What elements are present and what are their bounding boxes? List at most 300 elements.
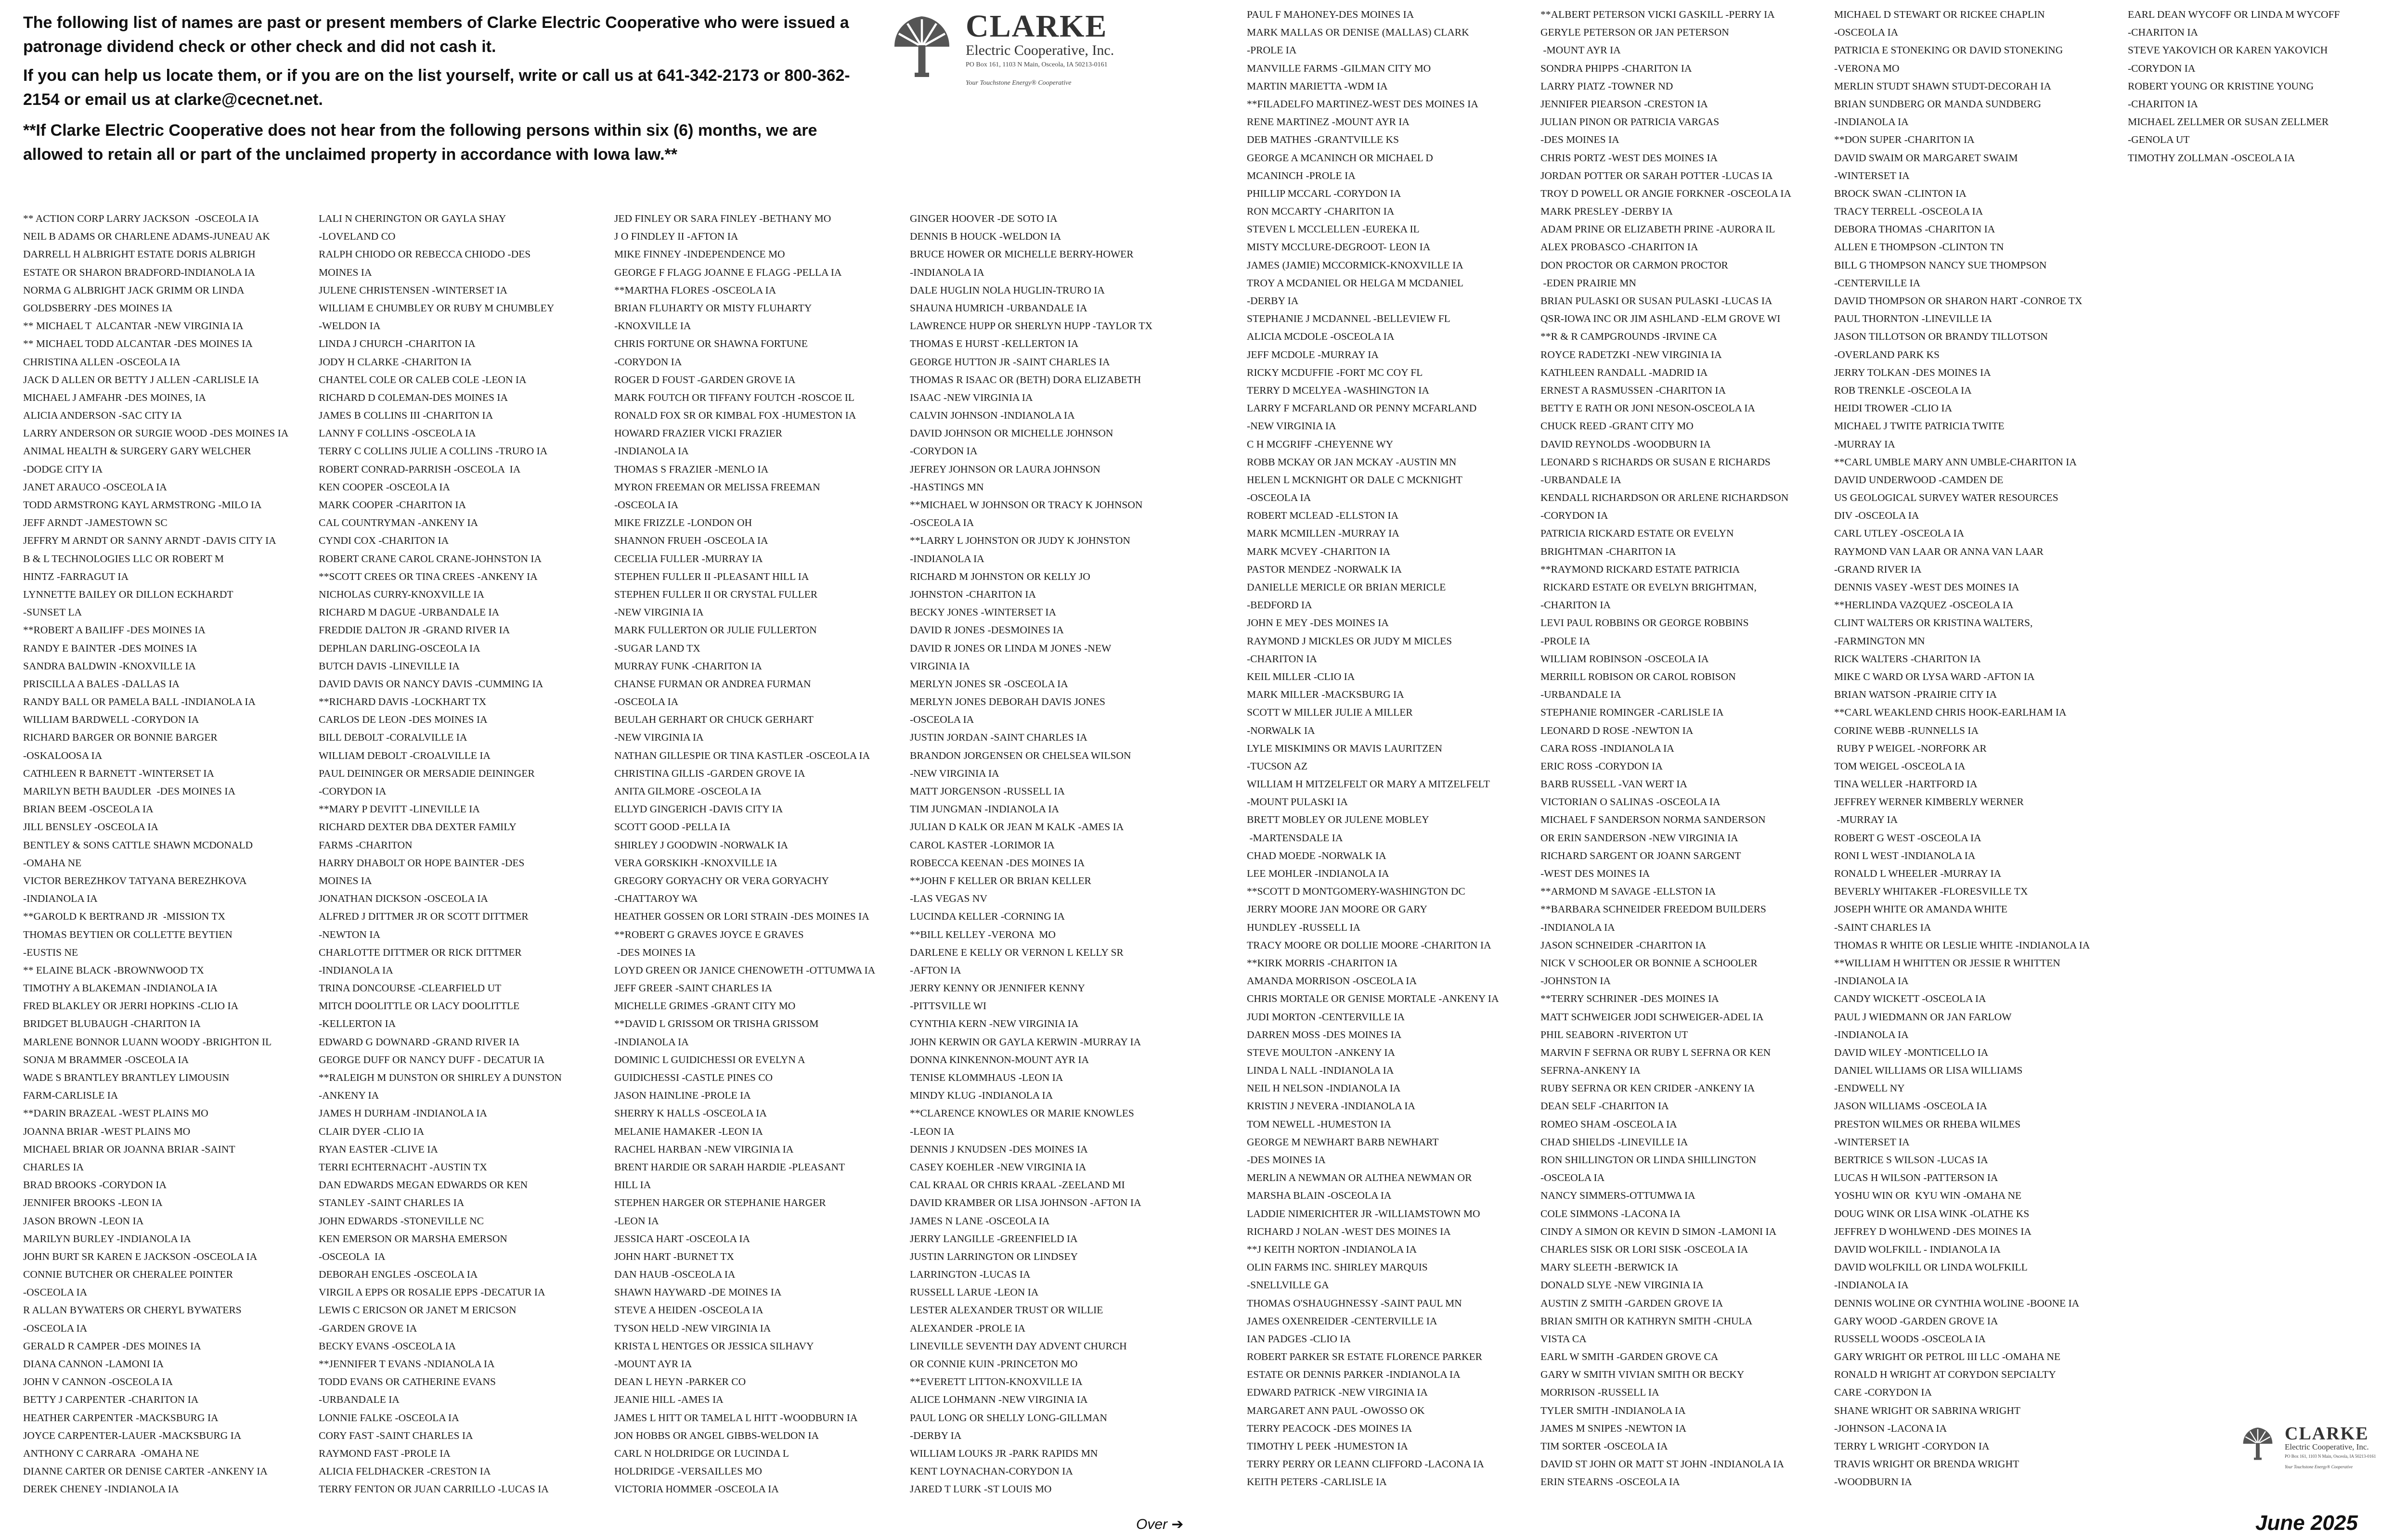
member-entry: TYSON HELD -NEW VIRGINIA IA <box>614 1322 771 1334</box>
member-entry: -DES MOINES IA <box>614 946 696 958</box>
logo-name: CLARKE <box>966 9 1108 44</box>
member-entry: -DODGE CITY IA <box>23 463 103 475</box>
member-entry: VISTA CA <box>1540 1333 1587 1345</box>
member-entry: OR ERIN SANDERSON -NEW VIRGINIA IA <box>1540 832 1738 844</box>
member-entry: **EVERETT LITTON-KNOXVILLE IA <box>910 1376 1083 1388</box>
member-entry: ALEX PROBASCO -CHARITON IA <box>1540 241 1698 253</box>
member-entry: -PITTSVILLE WI <box>910 1000 987 1012</box>
member-entry: **BARBARA SCHNEIDER FREEDOM BUILDERS <box>1540 903 1766 915</box>
member-entry: ROBERT MCLEAD -ELLSTON IA <box>1247 510 1399 522</box>
member-entry: JAMES OXENREIDER -CENTERVILLE IA <box>1247 1315 1437 1327</box>
member-entry: VIRGIL A EPPS OR ROSALIE EPPS -DECATUR IA <box>319 1286 545 1298</box>
member-entry: -CENTERVILLE IA <box>1834 277 1921 289</box>
member-entry: KRISTA L HENTGES OR JESSICA SILHAVY <box>614 1340 814 1352</box>
member-entry: BENTLEY & SONS CATTLE SHAWN MCDONALD <box>23 839 253 851</box>
member-entry: -AFTON IA <box>910 964 961 976</box>
member-entry: TYLER SMITH -INDIANOLA IA <box>1540 1404 1686 1416</box>
member-entry: BRIDGET BLUBAUGH -CHARITON IA <box>23 1018 201 1030</box>
member-entry: GARY WOOD -GARDEN GROVE IA <box>1834 1315 1998 1327</box>
member-entry: FARM-CARLISLE IA <box>23 1090 118 1102</box>
member-entry: TRINA DONCOURSE -CLEARFIELD UT <box>319 982 502 994</box>
member-entry: -OSCEOLA IA <box>23 1286 88 1298</box>
member-entry: -CHARITON IA <box>1247 653 1317 665</box>
member-entry: MARVIN F SEFRNA OR RUBY L SEFRNA OR KEN <box>1540 1046 1771 1058</box>
member-entry: PAUL THORNTON -LINEVILLE IA <box>1834 313 1992 325</box>
member-entry: **J KEITH NORTON -INDIANOLA IA <box>1247 1243 1417 1255</box>
name-list-column-8 <box>2128 6 2406 167</box>
member-entry: BRIAN WATSON -PRAIRIE CITY IA <box>1834 689 1997 701</box>
member-entry: DIANNE CARTER OR DENISE CARTER -ANKENY IA <box>23 1465 268 1477</box>
member-entry: -KELLERTON IA <box>319 1018 396 1030</box>
member-entry: BRIAN FLUHARTY OR MISTY FLUHARTY <box>614 302 812 314</box>
member-entry: **MICHAEL W JOHNSON OR TRACY K JOHNSON <box>910 499 1143 511</box>
member-entry: LADDIE NIMERICHTER JR -WILLIAMSTOWN MO <box>1247 1207 1480 1219</box>
member-entry: MICHAEL J TWITE PATRICIA TWITE <box>1834 420 2005 432</box>
member-entry: EARL W SMITH -GARDEN GROVE CA <box>1540 1351 1719 1363</box>
member-entry: LUCINDA KELLER -CORNING IA <box>910 911 1065 923</box>
member-entry: TERRI ECHTERNACHT -AUSTIN TX <box>319 1161 487 1173</box>
notice-law: **If Clarke Electric Cooperative does not hear from the following persons within six (6) months, we are allowed to retain all or part of the unclaimed property in accordance with Iowa law.** <box>23 121 817 164</box>
member-entry: PASTOR MENDEZ -NORWALK IA <box>1247 563 1402 575</box>
member-entry: MORRISON -RUSSELL IA <box>1540 1386 1659 1399</box>
member-entry: J O FINDLEY II -AFTON IA <box>614 231 738 243</box>
member-entry: TIMOTHY ZOLLMAN -OSCEOLA IA <box>2128 152 2295 164</box>
member-entry: RICHARD M DAGUE -URBANDALE IA <box>319 606 500 618</box>
member-entry: ** MICHAEL T ALCANTAR -NEW VIRGINIA IA <box>23 320 244 332</box>
member-entry: TERRY D MCELYEA -WASHINGTON IA <box>1247 384 1429 396</box>
member-entry: ERNEST A RASMUSSEN -CHARITON IA <box>1540 384 1726 396</box>
name-list-column-4 <box>910 210 1188 1499</box>
member-entry: JASON BROWN -LEON IA <box>23 1215 144 1227</box>
member-entry: JEFFREY D WOHLWEND -DES MOINES IA <box>1834 1225 2032 1237</box>
member-entry: -URBANDALE IA <box>1540 474 1621 486</box>
member-entry: ROBERT PARKER SR ESTATE FLORENCE PARKER <box>1247 1351 1483 1363</box>
member-entry: DAVID SWAIM OR MARGARET SWAIM <box>1834 152 2018 164</box>
member-entry: DAVID WOLFKILL - INDIANOLA IA <box>1834 1243 2001 1255</box>
member-entry: SEFRNA-ANKENY IA <box>1540 1065 1641 1077</box>
member-entry: CARL N HOLDRIDGE OR LUCINDA L <box>614 1447 789 1459</box>
member-entry: MERLIN STUDT SHAWN STUDT-DECORAH IA <box>1834 80 2051 92</box>
member-entry: ROBERT G WEST -OSCEOLA IA <box>1834 832 1981 844</box>
member-entry: BRANDON JORGENSEN OR CHELSEA WILSON <box>910 749 1131 761</box>
member-entry: DENNIS VASEY -WEST DES MOINES IA <box>1834 581 2019 593</box>
member-entry: JOYCE CARPENTER-LAUER -MACKSBURG IA <box>23 1429 242 1441</box>
member-entry: -CHATTAROY WA <box>614 893 698 905</box>
member-entry: JORDAN POTTER OR SARAH POTTER -LUCAS IA <box>1540 169 1773 181</box>
member-entry: **KIRK MORRIS -CHARITON IA <box>1247 957 1398 969</box>
member-entry: JENNIFER PIEARSON -CRESTON IA <box>1540 98 1708 110</box>
member-entry: CORINE WEBB -RUNNELLS IA <box>1834 724 1979 736</box>
member-entry: JEFFRY M ARNDT OR SANNY ARNDT -DAVIS CITY IA <box>23 535 276 547</box>
member-entry: LINEVILLE SEVENTH DAY ADVENT CHURCH <box>910 1340 1127 1352</box>
member-entry: FREDDIE DALTON JR -GRAND RIVER IA <box>319 624 510 636</box>
member-entry: STEVEN L MCCLELLEN -EUREKA IL <box>1247 223 1420 235</box>
member-entry: RONALD H WRIGHT AT CORYDON SEPCIALTY <box>1834 1369 2056 1381</box>
member-entry: JULIAN PINON OR PATRICIA VARGAS <box>1540 116 1720 128</box>
member-entry: ALICIA FELDHACKER -CRESTON IA <box>319 1465 491 1477</box>
member-entry: -INDIANOLA IA <box>614 1036 689 1048</box>
member-entry: CAL KRAAL OR CHRIS KRAAL -ZEELAND MI <box>910 1179 1125 1191</box>
member-entry: C H MCGRIFF -CHEYENNE WY <box>1247 438 1394 450</box>
member-entry: ELLYD GINGERICH -DAVIS CITY IA <box>614 803 783 815</box>
member-entry: ROB TRENKLE -OSCEOLA IA <box>1834 384 1972 396</box>
member-entry: PAUL DEININGER OR MERSADIE DEININGER <box>319 767 535 779</box>
member-entry: CAROL KASTER -LORIMOR IA <box>910 839 1055 851</box>
member-entry: TROY D POWELL OR ANGIE FORKNER -OSCEOLA IA <box>1540 187 1791 199</box>
member-entry: **SCOTT CREES OR TINA CREES -ANKENY IA <box>319 570 538 582</box>
name-list-column-6 <box>1540 6 1819 1491</box>
member-entry: **HERLINDA VAZQUEZ -OSCEOLA IA <box>1834 599 2014 611</box>
member-entry: MARTIN MARIETTA -WDM IA <box>1247 80 1388 92</box>
member-entry: STEPHEN FULLER II OR CRYSTAL FULLER <box>614 588 818 600</box>
member-entry: STEVE MOULTON -ANKENY IA <box>1247 1046 1395 1058</box>
member-entry: MURRAY FUNK -CHARITON IA <box>614 660 762 672</box>
member-entry: JON HOBBS OR ANGEL GIBBS-WELDON IA <box>614 1429 819 1441</box>
member-entry: LARRY PIATZ -TOWNER ND <box>1540 80 1673 92</box>
member-entry: LEONARD D ROSE -NEWTON IA <box>1540 724 1694 736</box>
member-entry: TROY A MCDANIEL OR HELGA M MCDANIEL <box>1247 277 1463 289</box>
member-entry: WILLIAM LOUKS JR -PARK RAPIDS MN <box>910 1447 1098 1459</box>
member-entry: JEFF GREER -SAINT CHARLES IA <box>614 982 773 994</box>
member-entry: EDWARD G DOWNARD -GRAND RIVER IA <box>319 1036 520 1048</box>
member-entry: RONALD FOX SR OR KIMBAL FOX -HUMESTON IA <box>614 410 856 422</box>
member-entry: **RALEIGH M DUNSTON OR SHIRLEY A DUNSTON <box>319 1072 562 1083</box>
member-entry: CINDY A SIMON OR KEVIN D SIMON -LAMONI IA <box>1540 1225 1777 1237</box>
member-entry: SCOTT W MILLER JULIE A MILLER <box>1247 706 1413 719</box>
member-entry: JOHN BURT SR KAREN E JACKSON -OSCEOLA IA <box>23 1250 258 1262</box>
member-entry: CALVIN JOHNSON -INDIANOLA IA <box>910 410 1075 422</box>
member-entry: -WOODBURN IA <box>1834 1476 1912 1488</box>
member-entry: JED FINLEY OR SARA FINLEY -BETHANY MO <box>614 213 831 224</box>
member-entry: **RAYMOND RICKARD ESTATE PATRICIA <box>1540 563 1740 575</box>
member-entry: PHIL SEABORN -RIVERTON UT <box>1540 1028 1688 1040</box>
member-entry: TIM JUNGMAN -INDIANOLA IA <box>910 803 1059 815</box>
member-entry: DEREK CHENEY -INDIANOLA IA <box>23 1483 179 1495</box>
notice-contact: If you can help us locate them, or if you are on the list yourself, write or call us at 641-342-2173 or 800-362-2154 or email us at clarke@cecnet.net. <box>23 66 850 109</box>
member-entry: STEVE YAKOVICH OR KAREN YAKOVICH <box>2128 44 2328 56</box>
member-entry: JESSICA HART -OSCEOLA IA <box>614 1232 751 1245</box>
member-entry: **CARL WEAKLEND CHRIS HOOK-EARLHAM IA <box>1834 706 2067 719</box>
member-entry: -OSCEOLA IA <box>23 1322 88 1334</box>
member-entry: ROBB MCKAY OR JAN MCKAY -AUSTIN MN <box>1247 456 1457 468</box>
member-entry: NANCY SIMMERS-OTTUMWA IA <box>1540 1190 1695 1202</box>
member-entry: -OVERLAND PARK KS <box>1834 348 1940 360</box>
member-entry: ROGER D FOUST -GARDEN GROVE IA <box>614 373 796 385</box>
member-entry: MICHAEL F SANDERSON NORMA SANDERSON <box>1540 814 1766 826</box>
member-entry: DAVID JOHNSON OR MICHELLE JOHNSON <box>910 427 1113 439</box>
member-entry: AUSTIN Z SMITH -GARDEN GROVE IA <box>1540 1297 1723 1309</box>
member-entry: STANLEY -SAINT CHARLES IA <box>319 1197 465 1209</box>
member-entry: JERRY MOORE JAN MOORE OR GARY <box>1247 903 1427 915</box>
logo-subtitle: Electric Cooperative, Inc. <box>2285 1442 2369 1451</box>
member-entry: TODD EVANS OR CATHERINE EVANS <box>319 1376 496 1388</box>
member-entry: ROBECCA KEENAN -DES MOINES IA <box>910 857 1085 869</box>
member-entry: SONJA M BRAMMER -OSCEOLA IA <box>23 1053 189 1065</box>
member-entry: RANDY E BAINTER -DES MOINES IA <box>23 642 197 654</box>
member-entry: MICHAEL J AMFAHR -DES MOINES, IA <box>23 391 206 403</box>
member-entry: HARRY DHABOLT OR HOPE BAINTER -DES <box>319 857 525 869</box>
member-entry: BRUCE HOWER OR MICHELLE BERRY-HOWER <box>910 248 1134 260</box>
member-entry: DEAN SELF -CHARITON IA <box>1540 1100 1669 1112</box>
logo-address: PO Box 161, 1103 N Main, Osceola, IA 50213-0161 <box>2285 1453 2376 1459</box>
member-entry: JUSTIN LARRINGTON OR LINDSEY <box>910 1250 1078 1262</box>
member-entry: SHERRY K HALLS -OSCEOLA IA <box>614 1107 767 1119</box>
member-entry: HEATHER GOSSEN OR LORI STRAIN -DES MOINES IA <box>614 911 869 923</box>
member-entry: TERRY PEACOCK -DES MOINES IA <box>1247 1422 1412 1434</box>
member-entry: DAVID THOMPSON OR SHARON HART -CONROE TX <box>1834 295 2083 307</box>
member-entry: ALLEN E THOMPSON -CLINTON TN <box>1834 241 2004 253</box>
member-entry: LEVI PAUL ROBBINS OR GEORGE ROBBINS <box>1540 617 1749 629</box>
member-entry: -LEON IA <box>910 1125 955 1137</box>
member-entry: PHILLIP MCCARL -CORYDON IA <box>1247 187 1401 199</box>
member-entry: GERALD R CAMPER -DES MOINES IA <box>23 1340 201 1352</box>
member-entry: RYAN EASTER -CLIVE IA <box>319 1143 438 1155</box>
member-entry: RICHARD BARGER OR BONNIE BARGER <box>23 732 218 744</box>
member-entry: CHANTEL COLE OR CALEB COLE -LEON IA <box>319 373 527 385</box>
member-entry: DAVID KRAMBER OR LISA JOHNSON -AFTON IA <box>910 1197 1141 1209</box>
member-entry: JENNIFER BROOKS -LEON IA <box>23 1197 163 1209</box>
member-entry: THOMAS S FRAZIER -MENLO IA <box>614 463 769 475</box>
member-entry: ROMEO SHAM -OSCEOLA IA <box>1540 1118 1677 1130</box>
member-entry: LESTER ALEXANDER TRUST OR WILLIE <box>910 1304 1103 1316</box>
member-entry: -MOUNT PULASKI IA <box>1247 796 1348 808</box>
member-entry: -URBANDALE IA <box>1540 689 1621 701</box>
member-entry: -URBANDALE IA <box>319 1394 400 1406</box>
member-entry: MARK MCVEY -CHARITON IA <box>1247 545 1391 557</box>
member-entry: CHAD SHIELDS -LINEVILLE IA <box>1540 1136 1688 1148</box>
member-entry: DAN HAUB -OSCEOLA IA <box>614 1269 736 1281</box>
member-entry: BRIAN SUNDBERG OR MANDA SUNDBERG <box>1834 98 2042 110</box>
member-entry: DARREN MOSS -DES MOINES IA <box>1247 1028 1402 1040</box>
member-entry: THOMAS O'SHAUGHNESSY -SAINT PAUL MN <box>1247 1297 1462 1309</box>
member-entry: -JOHNSON -LACONA IA <box>1834 1422 1947 1434</box>
member-entry: DIV -OSCEOLA IA <box>1834 510 1919 522</box>
member-entry: TRAVIS WRIGHT OR BRENDA WRIGHT <box>1834 1458 2019 1470</box>
member-entry: RONALD L WHEELER -MURRAY IA <box>1834 868 2002 879</box>
member-entry: NEIL B ADAMS OR CHARLENE ADAMS-JUNEAU AK <box>23 231 270 243</box>
member-entry: WILLIAM E CHUMBLEY OR RUBY M CHUMBLEY <box>319 302 555 314</box>
member-entry: GARY W SMITH VIVIAN SMITH OR BECKY <box>1540 1369 1745 1381</box>
member-entry: ALICIA ANDERSON -SAC CITY IA <box>23 410 182 422</box>
member-entry: CHARLES SISK OR LORI SISK -OSCEOLA IA <box>1540 1243 1748 1255</box>
member-entry: -BEDFORD IA <box>1247 599 1312 611</box>
member-entry: **R & R CAMPGROUNDS -IRVINE CA <box>1540 331 1717 343</box>
member-entry: BRIAN BEEM -OSCEOLA IA <box>23 803 154 815</box>
member-entry: JULIAN D KALK OR JEAN M KALK -AMES IA <box>910 821 1124 833</box>
member-entry: **ROBERT G GRAVES JOYCE E GRAVES <box>614 928 804 940</box>
member-entry: **JOHN F KELLER OR BRIAN KELLER <box>910 874 1091 886</box>
member-entry: DEBORAH ENGLES -OSCEOLA IA <box>319 1269 478 1281</box>
member-entry: -JOHNSTON IA <box>1540 975 1611 987</box>
member-entry: PAUL F MAHONEY-DES MOINES IA <box>1247 9 1414 20</box>
member-entry: JOHN KERWIN OR GAYLA KERWIN -MURRAY IA <box>910 1036 1141 1048</box>
member-entry: HUNDLEY -RUSSELL IA <box>1247 921 1361 933</box>
member-entry: BROCK SWAN -CLINTON IA <box>1834 187 1967 199</box>
member-entry: JEFF ARNDT -JAMESTOWN SC <box>23 517 168 529</box>
member-entry: JARED T LURK -ST LOUIS MO <box>910 1483 1052 1495</box>
member-entry: MIKE C WARD OR LYSA WARD -AFTON IA <box>1834 670 2035 682</box>
member-entry: QSR-IOWA INC OR JIM ASHLAND -ELM GROVE WI <box>1540 313 1781 325</box>
member-entry: RICHARD J NOLAN -WEST DES MOINES IA <box>1247 1225 1451 1237</box>
member-entry: -INDIANOLA IA <box>910 266 984 278</box>
member-entry: CARLOS DE LEON -DES MOINES IA <box>319 714 488 726</box>
member-entry: BRIAN PULASKI OR SUSAN PULASKI -LUCAS IA <box>1540 295 1773 307</box>
member-entry: KRISTIN J NEVERA -INDIANOLA IA <box>1247 1100 1415 1112</box>
member-entry: -INDIANOLA IA <box>1540 921 1615 933</box>
member-entry: MITCH DOOLITTLE OR LACY DOOLITTLE <box>319 1000 520 1012</box>
member-entry: **RICHARD DAVIS -LOCKHART TX <box>319 696 487 708</box>
member-entry: WILLIAM DEBOLT -CROALVILLE IA <box>319 749 491 761</box>
member-entry: -INDIANOLA IA <box>319 964 393 976</box>
member-entry: SCOTT GOOD -PELLA IA <box>614 821 731 833</box>
member-entry: THOMAS BEYTIEN OR COLLETTE BEYTIEN <box>23 928 233 940</box>
member-entry: MOINES IA <box>319 266 372 278</box>
member-entry: KENT LOYNACHAN-CORYDON IA <box>910 1465 1073 1477</box>
member-entry: EARL DEAN WYCOFF OR LINDA M WYCOFF <box>2128 9 2340 20</box>
member-entry: RUSSELL WOODS -OSCEOLA IA <box>1834 1333 1986 1345</box>
member-entry: -MOUNT AYR IA <box>1540 44 1621 56</box>
member-entry: RANDY BALL OR PAMELA BALL -INDIANOLA IA <box>23 696 256 708</box>
member-entry: **CARL UMBLE MARY ANN UMBLE-CHARITON IA <box>1834 456 2077 468</box>
member-entry: -PROLE IA <box>1247 44 1297 56</box>
member-entry: ISAAC -NEW VIRGINIA IA <box>910 391 1033 403</box>
member-entry: BRIGHTMAN -CHARITON IA <box>1540 545 1676 557</box>
member-entry: MERLIN A NEWMAN OR ALTHEA NEWMAN OR <box>1247 1172 1472 1184</box>
member-entry: KENDALL RICHARDSON OR ARLENE RICHARDSON <box>1540 492 1789 504</box>
member-entry: GEORGE DUFF OR NANCY DUFF - DECATUR IA <box>319 1053 545 1065</box>
member-entry: ANTHONY C CARRARA -OMAHA NE <box>23 1447 199 1459</box>
member-entry: BRIAN SMITH OR KATHRYN SMITH -CHULA <box>1540 1315 1753 1327</box>
member-entry: DAVID R JONES OR LINDA M JONES -NEW <box>910 642 1112 654</box>
member-entry: CECELIA FULLER -MURRAY IA <box>614 552 763 565</box>
member-entry: -MARTENSDALE IA <box>1247 832 1343 844</box>
member-entry: RAYMOND VAN LAAR OR ANNA VAN LAAR <box>1834 545 2044 557</box>
member-entry: MIKE FRIZZLE -LONDON OH <box>614 517 752 529</box>
member-entry: PATRICIA E STONEKING OR DAVID STONEKING <box>1834 44 2063 56</box>
member-entry: -INDIANOLA IA <box>1834 975 1909 987</box>
member-entry: -MURRAY IA <box>1834 438 1895 450</box>
member-entry: BEULAH GERHART OR CHUCK GERHART <box>614 714 814 726</box>
member-entry: STEPHANIE J MCDANNEL -BELLEVIEW FL <box>1247 313 1450 325</box>
member-entry: TERRY PERRY OR LEANN CLIFFORD -LACONA IA <box>1247 1458 1484 1470</box>
member-entry: JAMES (JAMIE) MCCORMICK-KNOXVILLE IA <box>1247 259 1463 271</box>
member-entry: DEBORA THOMAS -CHARITON IA <box>1834 223 1995 235</box>
member-entry: FRED BLAKLEY OR JERRI HOPKINS -CLIO IA <box>23 1000 239 1012</box>
member-entry: **SCOTT D MONTGOMERY-WASHINGTON DC <box>1247 886 1465 898</box>
member-entry: TOM WEIGEL -OSCEOLA IA <box>1834 760 1966 772</box>
member-entry: MARK FOUTCH OR TIFFANY FOUTCH -ROSCOE IL <box>614 391 854 403</box>
member-entry: **BILL KELLEY -VERONA MO <box>910 928 1056 940</box>
member-entry: PAUL J WIEDMANN OR JAN FARLOW <box>1834 1011 2012 1023</box>
member-entry: JOSEPH WHITE OR AMANDA WHITE <box>1834 903 2007 915</box>
member-entry: KEITH PETERS -CARLISLE IA <box>1247 1476 1387 1488</box>
member-entry: -GARDEN GROVE IA <box>319 1322 417 1334</box>
member-entry: -VERONA MO <box>1834 62 1900 74</box>
member-entry: LYLE MISKIMINS OR MAVIS LAURITZEN <box>1247 742 1442 754</box>
clarke-logo-bottom <box>2239 1424 2376 1469</box>
member-entry: JAMES B COLLINS III -CHARITON IA <box>319 410 493 422</box>
member-entry: GEORGE F FLAGG JOANNE E FLAGG -PELLA IA <box>614 266 842 278</box>
member-entry: MINDY KLUG -INDIANOLA IA <box>910 1090 1053 1102</box>
member-entry: LEONARD S RICHARDS OR SUSAN E RICHARDS <box>1540 456 1771 468</box>
member-entry: HEATHER CARPENTER -MACKSBURG IA <box>23 1412 219 1424</box>
member-entry: MARLENE BONNOR LUANN WOODY -BRIGHTON IL <box>23 1036 272 1048</box>
member-entry: ALEXANDER -PROLE IA <box>910 1322 1026 1334</box>
member-entry: -OSCEOLA IA <box>614 499 679 511</box>
member-entry: LEE MOHLER -INDIANOLA IA <box>1247 868 1389 879</box>
member-entry: JEANIE HILL -AMES IA <box>614 1394 724 1406</box>
member-entry: -NEW VIRGINIA IA <box>910 767 999 779</box>
member-entry: -CHARITON IA <box>2128 26 2198 38</box>
member-entry: **DON SUPER -CHARITON IA <box>1834 134 1975 146</box>
logo-subtitle: Electric Cooperative, Inc. <box>966 42 1114 58</box>
member-entry: -OSCEOLA IA <box>1834 26 1899 38</box>
member-entry: SONDRA PHIPPS -CHARITON IA <box>1540 62 1692 74</box>
member-entry: THOMAS R WHITE OR LESLIE WHITE -INDIANOLA IA <box>1834 939 2090 951</box>
member-entry: RONI L WEST -INDIANOLA IA <box>1834 849 1976 861</box>
member-entry: -OSCEOLA IA <box>1540 1172 1605 1184</box>
member-entry: RICHARD SARGENT OR JOANN SARGENT <box>1540 849 1741 861</box>
member-entry: HILL IA <box>614 1179 651 1191</box>
member-entry: RUBY P WEIGEL -NORFORK AR <box>1834 742 1987 754</box>
member-entry: MICHAEL D STEWART OR RICKEE CHAPLIN <box>1834 9 2045 20</box>
member-entry: BUTCH DAVIS -LINEVILLE IA <box>319 660 460 672</box>
member-entry: RON MCCARTY -CHARITON IA <box>1247 205 1395 218</box>
member-entry: TERRY C COLLINS JULIE A COLLINS -TRURO IA <box>319 445 548 457</box>
member-entry: WILLIAM ROBINSON -OSCEOLA IA <box>1540 653 1709 665</box>
member-entry: TIM SORTER -OSCEOLA IA <box>1540 1440 1668 1452</box>
member-entry: -LOVELAND CO <box>319 231 396 243</box>
member-entry: JEFREY JOHNSON OR LAURA JOHNSON <box>910 463 1100 475</box>
member-entry: -DES MOINES IA <box>1540 134 1619 146</box>
member-entry: DAVID WILEY -MONTICELLO IA <box>1834 1046 1989 1058</box>
member-entry: BILL DEBOLT -CORALVILLE IA <box>319 732 467 744</box>
member-entry: CHUCK REED -GRANT CITY MO <box>1540 420 1694 432</box>
clarke-logo-top <box>886 11 1114 87</box>
member-entry: GEORGE A MCANINCH OR MICHAEL D <box>1247 152 1433 164</box>
member-entry: -INDIANOLA IA <box>1834 1028 1909 1040</box>
member-entry: **FILADELFO MARTINEZ-WEST DES MOINES IA <box>1247 98 1478 110</box>
member-entry: BECKY EVANS -OSCEOLA IA <box>319 1340 456 1352</box>
member-entry: KATHLEEN RANDALL -MADRID IA <box>1540 366 1708 378</box>
member-entry: ERIN STEARNS -OSCEOLA IA <box>1540 1476 1680 1488</box>
member-entry: TERRY L WRIGHT -CORYDON IA <box>1834 1440 1990 1452</box>
member-entry: -NEWTON IA <box>319 928 380 940</box>
member-entry: GINGER HOOVER -DE SOTO IA <box>910 213 1058 224</box>
member-entry: -MOUNT AYR IA <box>614 1358 692 1370</box>
member-entry: HELEN L MCKNIGHT OR DALE C MCKNIGHT <box>1247 474 1462 486</box>
member-entry: KEN COOPER -OSCEOLA IA <box>319 481 450 493</box>
member-entry: MARY SLEETH -BERWICK IA <box>1540 1261 1679 1273</box>
member-entry: ALICIA MCDOLE -OSCEOLA IA <box>1247 331 1395 343</box>
name-list-column-7 <box>1834 6 2112 1491</box>
member-entry: -EDEN PRAIRIE MN <box>1540 277 1636 289</box>
member-entry: JAMES N LANE -OSCEOLA IA <box>910 1215 1050 1227</box>
member-entry: CORY FAST -SAINT CHARLES IA <box>319 1429 473 1441</box>
member-entry: TIMOTHY A BLAKEMAN -INDIANOLA IA <box>23 982 218 994</box>
publication-date: June 2025 <box>2255 1511 2358 1535</box>
member-entry: VICTORIA HOMMER -OSCEOLA IA <box>614 1483 779 1495</box>
member-entry: CARL UTLEY -OSCEOLA IA <box>1834 527 1965 539</box>
member-entry: -CHARITON IA <box>1540 599 1611 611</box>
member-entry: PAUL LONG OR SHELLY LONG-GILLMAN <box>910 1412 1107 1424</box>
member-entry: LALI N CHERINGTON OR GAYLA SHAY <box>319 213 506 224</box>
member-entry: DEB MATHES -GRANTVILLE KS <box>1247 134 1399 146</box>
member-entry: CYNTHIA KERN -NEW VIRGINIA IA <box>910 1018 1079 1030</box>
member-entry: RICHARD M JOHNSTON OR KELLY JO <box>910 570 1090 582</box>
member-entry: **WILLIAM H WHITTEN OR JESSIE R WHITTEN <box>1834 957 2060 969</box>
member-entry: BRAD BROOKS -CORYDON IA <box>23 1179 167 1191</box>
